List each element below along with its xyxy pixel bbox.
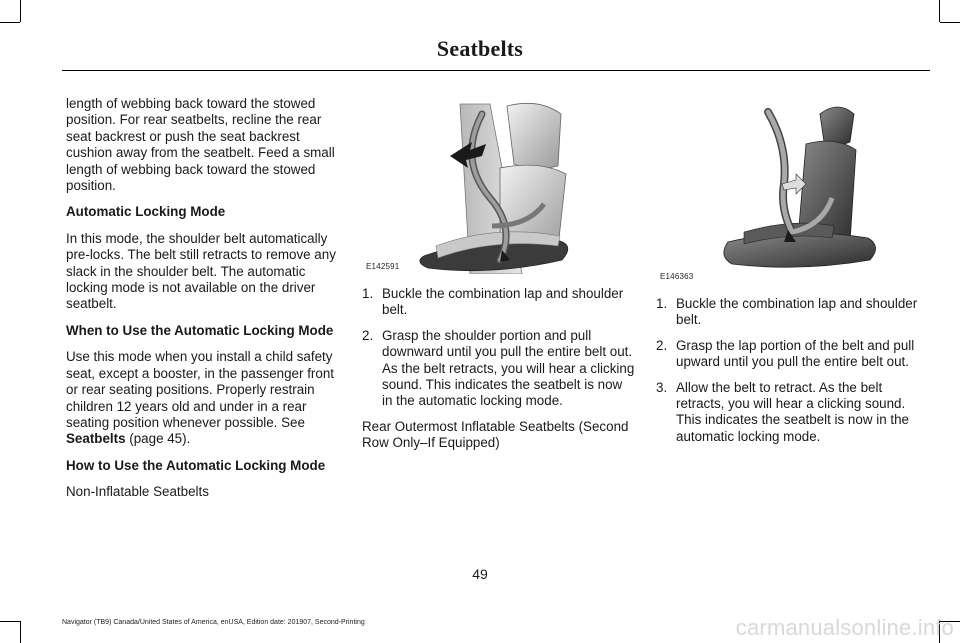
section-heading: How to Use the Automatic Locking Mode (66, 457, 326, 473)
step-list (656, 296, 930, 445)
step-number: 2. (362, 327, 374, 343)
paragraph-text: Use this mode when you install a child safety seat, except a booster, in the passenger front or rear seating positions. Properly restrain children 12 years old and under in a rear seating position whenever possible. See (66, 349, 334, 430)
step-text: Buckle the combination lap and shoulder belt. (382, 286, 624, 318)
step-number: 1. (656, 296, 668, 311)
section-heading: When to Use the Automatic Locking Mode (66, 322, 334, 338)
step-text: Grasp the lap portion of the belt and pull upward until you pull the entire belt out. (676, 337, 915, 370)
crop-mark (0, 22, 20, 23)
right-column (656, 296, 930, 454)
crop-mark (0, 621, 20, 622)
list-item (656, 380, 930, 446)
paragraph: In this mode, the shoulder belt automatically pre-locks. The belt still retracts to remove any slack in the shoulder belt. The automatic locking mode is not available on the driver seatbelt. (66, 230, 336, 312)
step-number: 3. (656, 379, 668, 395)
middle-column (362, 286, 636, 462)
list-item (362, 328, 636, 410)
list-item (656, 296, 930, 329)
section-heading: Automatic Locking Mode (66, 204, 226, 220)
paragraph (66, 349, 342, 447)
step-number: 1. (362, 286, 374, 301)
step-text: Buckle the combination lap and shoulder belt. (676, 296, 918, 328)
list-item (656, 338, 930, 371)
list-item (362, 286, 636, 319)
crop-mark (20, 0, 21, 22)
left-column (66, 96, 342, 511)
crop-mark (20, 621, 21, 643)
cross-reference-link[interactable]: Seatbelts (66, 431, 126, 447)
page-title: Seatbelts (436, 36, 524, 61)
figure-id: E142591 (366, 262, 400, 271)
footer-edition-info: Navigator (TB9) Canada/United States of America, enUSA, Edition date: 201907, Second-Printing (62, 619, 365, 626)
figure-id: E146363 (660, 272, 694, 281)
crop-mark (939, 0, 940, 22)
watermark: carmanualsonline.info (735, 615, 954, 640)
step-text: Grasp the shoulder portion and pull downward until you pull the entire belt out. As the belt retracts, you will hear a clicking sound. This indicates the seatbelt is now in the automatic locking mode. (382, 327, 635, 409)
page-number: 49 (472, 566, 488, 582)
step-number: 2. (656, 337, 668, 353)
paragraph: length of webbing back toward the stowed position. For rear seatbelts, recline the rear seat backrest or push the seat backrest cushion away from the seatbelt. Feed a small length of webbing back toward the stowed position. (66, 96, 335, 194)
seatbelt-illustration-front (362, 96, 636, 274)
step-list (362, 286, 636, 410)
page-reference: (page 45). (125, 431, 191, 447)
step-text: Allow the belt to retract. As the belt retracts, you will hear a clicking sound. This indicates the seatbelt is now in the automatic locking mode. (676, 379, 909, 444)
crop-mark (940, 22, 960, 23)
seatbelt-illustration-rear (656, 100, 930, 278)
header-divider (62, 70, 930, 71)
paragraph: Non-Inflatable Seatbelts (66, 484, 209, 500)
paragraph: Rear Outermost Inflatable Seatbelts (Second Row Only–If Equipped) (362, 418, 629, 451)
